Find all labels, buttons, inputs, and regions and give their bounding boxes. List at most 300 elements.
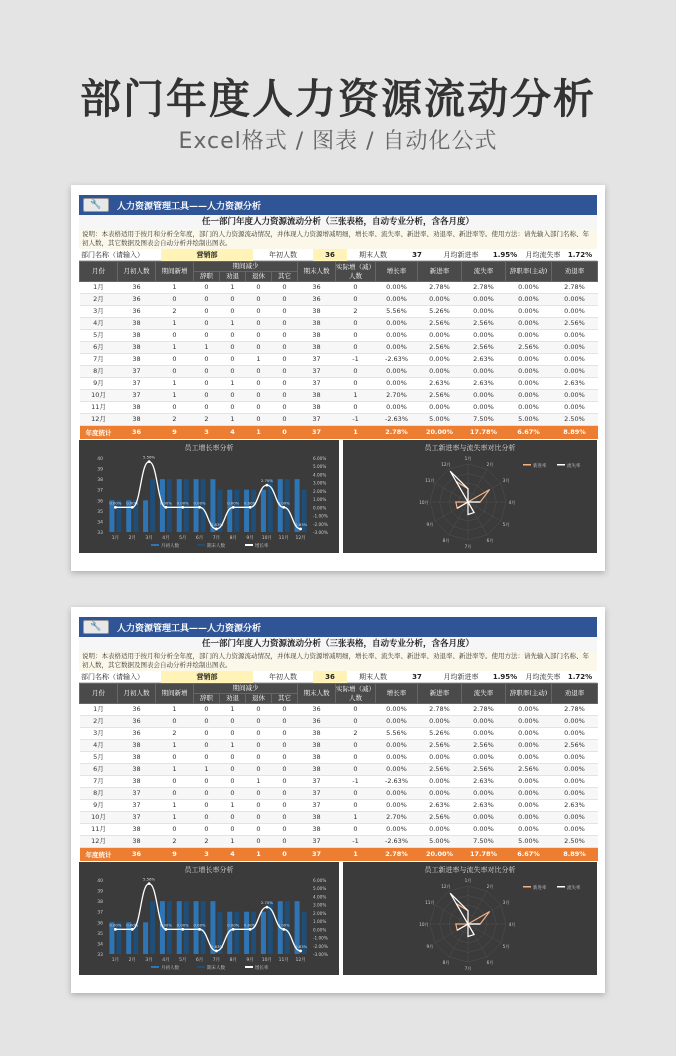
table-cell[interactable]: 0.00% <box>506 366 552 378</box>
table-cell[interactable]: 0 <box>336 318 376 330</box>
table-cell[interactable]: 3月 <box>80 728 118 740</box>
table-cell[interactable]: 2.63% <box>462 354 506 366</box>
table-cell[interactable]: 1 <box>220 378 246 390</box>
table-cell[interactable]: 2.56% <box>462 342 506 354</box>
table-cell[interactable]: 0.00% <box>376 378 418 390</box>
table-cell[interactable]: 1 <box>220 704 246 716</box>
table-cell[interactable]: 0.00% <box>506 704 552 716</box>
table-cell[interactable]: 0.00% <box>462 390 506 402</box>
table-cell[interactable]: 2.70% <box>376 812 418 824</box>
table-cell[interactable]: 38 <box>118 330 156 342</box>
table-cell[interactable]: 0.00% <box>552 716 598 728</box>
table-cell[interactable]: 7.50% <box>462 414 506 426</box>
table-cell[interactable]: 0.00% <box>552 294 598 306</box>
table-cell[interactable]: 2.63% <box>462 800 506 812</box>
table-cell[interactable]: 12月 <box>80 414 118 426</box>
table-cell[interactable]: 0.00% <box>418 824 462 836</box>
table-cell[interactable]: 11月 <box>80 402 118 414</box>
table-cell[interactable]: 0.00% <box>462 716 506 728</box>
table-cell[interactable]: 1 <box>220 740 246 752</box>
table-cell[interactable]: 38 <box>298 752 336 764</box>
table-cell[interactable]: 1 <box>156 378 194 390</box>
table-cell[interactable]: 37 <box>298 414 336 426</box>
table-cell[interactable]: 0 <box>194 740 220 752</box>
table-cell[interactable]: 0 <box>272 390 298 402</box>
table-cell[interactable]: 2.63% <box>462 378 506 390</box>
table-cell[interactable]: 0.00% <box>462 812 506 824</box>
table-cell[interactable]: 0 <box>156 824 194 836</box>
table-cell[interactable]: 0 <box>246 318 272 330</box>
table-cell[interactable]: 0 <box>246 366 272 378</box>
table-cell[interactable]: 36 <box>298 716 336 728</box>
table-cell[interactable]: 2.50% <box>552 836 598 848</box>
table-cell[interactable]: 0.00% <box>376 402 418 414</box>
table-cell[interactable]: -2.63% <box>376 414 418 426</box>
table-cell[interactable]: 0.00% <box>376 282 418 294</box>
table-cell[interactable]: 0.00% <box>552 390 598 402</box>
table-cell[interactable]: 0 <box>272 740 298 752</box>
table-cell[interactable]: 1 <box>336 812 376 824</box>
table-cell[interactable]: 0 <box>336 716 376 728</box>
table-cell[interactable]: 11月 <box>80 824 118 836</box>
table-cell[interactable]: -1 <box>336 836 376 848</box>
table-cell[interactable]: 0 <box>246 402 272 414</box>
table-cell[interactable]: 0 <box>272 306 298 318</box>
table-cell[interactable]: 0 <box>246 800 272 812</box>
table-cell[interactable]: 37 <box>118 390 156 402</box>
table-cell[interactable]: 37 <box>118 366 156 378</box>
table-cell[interactable]: 0 <box>220 764 246 776</box>
table-cell[interactable]: 0 <box>336 282 376 294</box>
table-cell[interactable]: 0.00% <box>418 716 462 728</box>
table-cell[interactable]: 0.00% <box>418 776 462 788</box>
wrench-icon[interactable]: 🔧 <box>83 620 109 634</box>
table-cell[interactable]: 6月 <box>80 342 118 354</box>
table-cell[interactable]: 0.00% <box>506 402 552 414</box>
table-cell[interactable]: 0 <box>194 824 220 836</box>
table-cell[interactable]: 0.00% <box>506 330 552 342</box>
table-cell[interactable]: 0 <box>194 354 220 366</box>
table-cell[interactable]: 0 <box>220 402 246 414</box>
table-cell[interactable]: 0.00% <box>552 342 598 354</box>
table-cell[interactable]: 0 <box>336 366 376 378</box>
table-cell[interactable]: 0 <box>220 716 246 728</box>
table-cell[interactable]: 7月 <box>80 354 118 366</box>
table-cell[interactable]: 0 <box>194 716 220 728</box>
table-cell[interactable]: 0 <box>220 752 246 764</box>
table-cell[interactable]: 5.56% <box>376 306 418 318</box>
table-cell[interactable]: 2.56% <box>506 764 552 776</box>
table-cell[interactable]: 0 <box>156 716 194 728</box>
table-cell[interactable]: 0.00% <box>506 824 552 836</box>
table-cell[interactable]: 0 <box>272 776 298 788</box>
table-cell[interactable]: 37 <box>298 776 336 788</box>
table-cell[interactable]: 36 <box>118 716 156 728</box>
table-cell[interactable]: 0.00% <box>376 740 418 752</box>
table-cell[interactable]: 2.63% <box>462 776 506 788</box>
dept-input[interactable]: 营销部 <box>161 249 253 261</box>
table-cell[interactable]: 5.26% <box>418 728 462 740</box>
table-cell[interactable]: 0 <box>194 728 220 740</box>
table-cell[interactable]: 38 <box>298 824 336 836</box>
table-cell[interactable]: 0 <box>194 402 220 414</box>
table-cell[interactable]: 0.00% <box>462 306 506 318</box>
table-cell[interactable]: 0 <box>246 704 272 716</box>
table-cell[interactable]: 2月 <box>80 294 118 306</box>
table-cell[interactable]: 0 <box>336 378 376 390</box>
table-cell[interactable]: 0 <box>246 824 272 836</box>
table-cell[interactable]: 0.00% <box>506 378 552 390</box>
table-cell[interactable]: 2.78% <box>462 282 506 294</box>
table-cell[interactable]: 38 <box>298 812 336 824</box>
table-cell[interactable]: 0.00% <box>506 354 552 366</box>
table-cell[interactable]: 0 <box>156 788 194 800</box>
table-cell[interactable]: 1月 <box>80 282 118 294</box>
table-cell[interactable]: -1 <box>336 414 376 426</box>
table-cell[interactable]: 0.00% <box>506 716 552 728</box>
table-cell[interactable]: 0 <box>336 704 376 716</box>
table-cell[interactable]: 0 <box>156 354 194 366</box>
table-cell[interactable]: 0.00% <box>506 318 552 330</box>
table-cell[interactable]: 0.00% <box>376 704 418 716</box>
table-cell[interactable]: 0 <box>272 812 298 824</box>
table-cell[interactable]: 2.63% <box>418 378 462 390</box>
table-cell[interactable]: 0.00% <box>418 330 462 342</box>
table-cell[interactable]: 38 <box>118 318 156 330</box>
table-cell[interactable]: 1 <box>156 800 194 812</box>
table-cell[interactable]: 37 <box>298 354 336 366</box>
table-cell[interactable]: 38 <box>298 740 336 752</box>
table-cell[interactable]: 0.00% <box>418 366 462 378</box>
table-cell[interactable]: 0 <box>336 752 376 764</box>
table-cell[interactable]: 1 <box>194 342 220 354</box>
table-cell[interactable]: 2.78% <box>462 704 506 716</box>
table-cell[interactable]: 0 <box>246 788 272 800</box>
table-cell[interactable]: 0 <box>246 282 272 294</box>
table-cell[interactable]: 0 <box>246 294 272 306</box>
table-cell[interactable]: 1 <box>194 764 220 776</box>
table-cell[interactable]: 2 <box>156 728 194 740</box>
start-input[interactable]: 36 <box>313 249 347 261</box>
table-cell[interactable]: 38 <box>118 402 156 414</box>
table-cell[interactable]: 0 <box>336 764 376 776</box>
table-cell[interactable]: 38 <box>298 342 336 354</box>
table-cell[interactable]: 7月 <box>80 776 118 788</box>
table-cell[interactable]: 9月 <box>80 378 118 390</box>
table-cell[interactable]: 0.00% <box>376 752 418 764</box>
table-cell[interactable]: 0 <box>156 294 194 306</box>
table-cell[interactable]: 0.00% <box>552 366 598 378</box>
table-cell[interactable]: 0 <box>156 402 194 414</box>
dept-input[interactable]: 营销部 <box>161 671 253 683</box>
table-cell[interactable]: 0 <box>246 836 272 848</box>
table-cell[interactable]: 0 <box>220 366 246 378</box>
table-cell[interactable]: 0 <box>220 728 246 740</box>
table-cell[interactable]: -2.63% <box>376 354 418 366</box>
table-cell[interactable]: 36 <box>118 306 156 318</box>
table-cell[interactable]: 0 <box>220 354 246 366</box>
table-cell[interactable]: 0 <box>220 812 246 824</box>
table-cell[interactable]: 2月 <box>80 716 118 728</box>
table-cell[interactable]: 2 <box>156 836 194 848</box>
table-cell[interactable]: 2.63% <box>418 800 462 812</box>
table-cell[interactable]: 0 <box>272 354 298 366</box>
table-cell[interactable]: 0 <box>156 776 194 788</box>
table-cell[interactable]: 0.00% <box>376 318 418 330</box>
table-cell[interactable]: 0 <box>220 294 246 306</box>
table-cell[interactable]: 0 <box>246 390 272 402</box>
table-cell[interactable]: 0.00% <box>506 740 552 752</box>
table-cell[interactable]: 0.00% <box>552 764 598 776</box>
table-cell[interactable]: 38 <box>118 776 156 788</box>
table-cell[interactable]: 0.00% <box>376 764 418 776</box>
table-cell[interactable]: 38 <box>298 764 336 776</box>
table-cell[interactable]: 0.00% <box>462 366 506 378</box>
table-cell[interactable]: 0 <box>194 282 220 294</box>
table-cell[interactable]: 1 <box>246 776 272 788</box>
table-cell[interactable]: 0.00% <box>552 812 598 824</box>
table-cell[interactable]: 0.00% <box>506 282 552 294</box>
table-cell[interactable]: 0.00% <box>418 752 462 764</box>
table-cell[interactable]: 1 <box>220 800 246 812</box>
table-cell[interactable]: 0.00% <box>506 294 552 306</box>
table-cell[interactable]: 0 <box>272 378 298 390</box>
table-cell[interactable]: 36 <box>118 704 156 716</box>
table-cell[interactable]: 6月 <box>80 764 118 776</box>
table-cell[interactable]: 2 <box>156 414 194 426</box>
table-cell[interactable]: 2.56% <box>418 390 462 402</box>
table-cell[interactable]: 10月 <box>80 812 118 824</box>
table-cell[interactable]: 5.00% <box>506 836 552 848</box>
table-cell[interactable]: 0 <box>194 306 220 318</box>
table-cell[interactable]: 0.00% <box>506 788 552 800</box>
table-cell[interactable]: 0 <box>156 330 194 342</box>
table-cell[interactable]: 1 <box>156 282 194 294</box>
table-cell[interactable]: 0 <box>194 752 220 764</box>
table-cell[interactable]: 0 <box>336 800 376 812</box>
table-cell[interactable]: 2.56% <box>418 318 462 330</box>
table-cell[interactable]: 0 <box>336 740 376 752</box>
table-cell[interactable]: 2.56% <box>506 342 552 354</box>
table-cell[interactable]: 0 <box>194 800 220 812</box>
table-cell[interactable]: 2 <box>336 306 376 318</box>
table-cell[interactable]: -1 <box>336 354 376 366</box>
table-cell[interactable]: 36 <box>298 282 336 294</box>
table-cell[interactable]: 0 <box>272 764 298 776</box>
table-cell[interactable]: 36 <box>298 294 336 306</box>
table-cell[interactable]: 0.00% <box>376 294 418 306</box>
table-cell[interactable]: 0 <box>272 728 298 740</box>
table-cell[interactable]: 0 <box>336 330 376 342</box>
table-cell[interactable]: 0 <box>336 824 376 836</box>
table-cell[interactable]: 0 <box>220 788 246 800</box>
table-cell[interactable]: 2.63% <box>552 378 598 390</box>
table-cell[interactable]: 8月 <box>80 788 118 800</box>
table-cell[interactable]: 0 <box>220 776 246 788</box>
table-cell[interactable]: 2.56% <box>462 318 506 330</box>
table-cell[interactable]: 38 <box>298 330 336 342</box>
table-cell[interactable]: 37 <box>298 788 336 800</box>
table-cell[interactable]: 0 <box>272 836 298 848</box>
table-cell[interactable]: 36 <box>118 282 156 294</box>
table-cell[interactable]: 2.56% <box>418 740 462 752</box>
table-cell[interactable]: 2.63% <box>552 800 598 812</box>
table-cell[interactable]: 2 <box>156 306 194 318</box>
table-cell[interactable]: 2.56% <box>462 740 506 752</box>
table-cell[interactable]: 0 <box>272 800 298 812</box>
table-cell[interactable]: 0.00% <box>552 776 598 788</box>
table-cell[interactable]: 1 <box>156 740 194 752</box>
table-cell[interactable]: 0 <box>194 318 220 330</box>
table-cell[interactable]: 1 <box>156 390 194 402</box>
table-cell[interactable]: 0.00% <box>376 330 418 342</box>
table-cell[interactable]: 12月 <box>80 836 118 848</box>
table-cell[interactable]: 0 <box>156 366 194 378</box>
table-cell[interactable]: 38 <box>298 728 336 740</box>
table-cell[interactable]: 0 <box>272 294 298 306</box>
table-cell[interactable]: 0.00% <box>506 812 552 824</box>
table-cell[interactable]: -2.63% <box>376 776 418 788</box>
table-cell[interactable]: 2.56% <box>552 318 598 330</box>
table-cell[interactable]: 0.00% <box>418 354 462 366</box>
table-cell[interactable]: 2.78% <box>418 282 462 294</box>
table-cell[interactable]: 0 <box>272 414 298 426</box>
table-cell[interactable]: 0 <box>246 812 272 824</box>
table-cell[interactable]: 0.00% <box>552 752 598 764</box>
table-cell[interactable]: 2.78% <box>552 704 598 716</box>
table-cell[interactable]: 0.00% <box>418 294 462 306</box>
table-cell[interactable]: 0 <box>194 294 220 306</box>
table-cell[interactable]: 0.00% <box>418 402 462 414</box>
table-cell[interactable]: 37 <box>118 800 156 812</box>
table-cell[interactable]: 1月 <box>80 704 118 716</box>
table-cell[interactable]: 10月 <box>80 390 118 402</box>
table-cell[interactable]: 1 <box>336 390 376 402</box>
table-cell[interactable]: 38 <box>118 752 156 764</box>
table-cell[interactable]: 2.70% <box>376 390 418 402</box>
table-cell[interactable]: 0.00% <box>552 330 598 342</box>
table-cell[interactable]: 9月 <box>80 800 118 812</box>
table-cell[interactable]: 38 <box>298 402 336 414</box>
table-cell[interactable]: 1 <box>156 704 194 716</box>
table-cell[interactable]: 37 <box>298 366 336 378</box>
table-cell[interactable]: 0.00% <box>552 728 598 740</box>
table-cell[interactable]: 38 <box>298 390 336 402</box>
table-cell[interactable]: 8月 <box>80 366 118 378</box>
table-cell[interactable]: 7.50% <box>462 836 506 848</box>
table-cell[interactable]: 0 <box>246 752 272 764</box>
table-cell[interactable]: 0.00% <box>506 306 552 318</box>
table-cell[interactable]: 1 <box>220 414 246 426</box>
table-cell[interactable]: 0.00% <box>552 824 598 836</box>
table-cell[interactable]: 2.78% <box>552 282 598 294</box>
table-cell[interactable]: 0.00% <box>506 800 552 812</box>
table-cell[interactable]: 0 <box>272 704 298 716</box>
table-cell[interactable]: 2.56% <box>552 740 598 752</box>
table-cell[interactable]: 0 <box>194 330 220 342</box>
table-cell[interactable]: 2.50% <box>552 414 598 426</box>
table-cell[interactable]: 0 <box>220 342 246 354</box>
table-cell[interactable]: 0 <box>272 282 298 294</box>
table-cell[interactable]: 0.00% <box>462 402 506 414</box>
table-cell[interactable]: 37 <box>118 378 156 390</box>
table-cell[interactable]: 0 <box>272 330 298 342</box>
table-cell[interactable]: 37 <box>118 788 156 800</box>
table-cell[interactable]: 0.00% <box>376 342 418 354</box>
table-cell[interactable]: 38 <box>118 342 156 354</box>
table-cell[interactable]: 0 <box>246 728 272 740</box>
table-cell[interactable]: 0.00% <box>462 824 506 836</box>
table-cell[interactable]: 0.00% <box>552 788 598 800</box>
table-cell[interactable]: 2.56% <box>418 764 462 776</box>
table-cell[interactable]: 0.00% <box>462 728 506 740</box>
table-cell[interactable]: 37 <box>298 378 336 390</box>
table-cell[interactable]: 0 <box>194 366 220 378</box>
table-cell[interactable]: -2.63% <box>376 836 418 848</box>
table-cell[interactable]: 5.00% <box>506 414 552 426</box>
table-cell[interactable]: 0 <box>246 342 272 354</box>
table-cell[interactable]: 0.00% <box>506 390 552 402</box>
wrench-icon[interactable]: 🔧 <box>83 198 109 212</box>
table-cell[interactable]: 36 <box>118 294 156 306</box>
table-cell[interactable]: 0.00% <box>418 788 462 800</box>
table-cell[interactable]: 1 <box>220 318 246 330</box>
table-cell[interactable]: 1 <box>220 282 246 294</box>
table-cell[interactable]: 0 <box>220 390 246 402</box>
table-cell[interactable]: 2 <box>336 728 376 740</box>
table-cell[interactable]: 0 <box>272 752 298 764</box>
table-cell[interactable]: 0 <box>336 294 376 306</box>
table-cell[interactable]: 0.00% <box>462 788 506 800</box>
table-cell[interactable]: 0 <box>194 378 220 390</box>
table-cell[interactable]: 2.56% <box>462 764 506 776</box>
table-cell[interactable]: 2.56% <box>418 812 462 824</box>
table-cell[interactable]: 0 <box>194 788 220 800</box>
table-cell[interactable]: 0.00% <box>506 728 552 740</box>
table-cell[interactable]: 0 <box>336 402 376 414</box>
table-cell[interactable]: 37 <box>298 836 336 848</box>
table-cell[interactable]: 38 <box>118 764 156 776</box>
table-cell[interactable]: 38 <box>118 414 156 426</box>
table-cell[interactable]: 2 <box>194 414 220 426</box>
table-cell[interactable]: 38 <box>298 306 336 318</box>
start-input[interactable]: 36 <box>313 671 347 683</box>
table-cell[interactable]: 0.00% <box>552 354 598 366</box>
table-cell[interactable]: 0 <box>220 330 246 342</box>
table-cell[interactable]: 0 <box>246 740 272 752</box>
table-cell[interactable]: 0 <box>272 824 298 836</box>
table-cell[interactable]: 0 <box>336 788 376 800</box>
table-cell[interactable]: 0 <box>246 716 272 728</box>
table-cell[interactable]: 5月 <box>80 752 118 764</box>
table-cell[interactable]: 0.00% <box>462 330 506 342</box>
table-cell[interactable]: 5.56% <box>376 728 418 740</box>
table-cell[interactable]: 36 <box>298 704 336 716</box>
table-cell[interactable]: 2.56% <box>418 342 462 354</box>
table-cell[interactable]: 0.00% <box>552 306 598 318</box>
table-cell[interactable]: 0.00% <box>506 776 552 788</box>
table-cell[interactable]: 2.78% <box>418 704 462 716</box>
table-cell[interactable]: 0.00% <box>376 800 418 812</box>
table-cell[interactable]: 38 <box>118 836 156 848</box>
table-cell[interactable]: 0 <box>194 390 220 402</box>
table-cell[interactable]: 0 <box>272 788 298 800</box>
table-cell[interactable]: 0.00% <box>462 294 506 306</box>
table-cell[interactable]: 38 <box>118 824 156 836</box>
table-cell[interactable]: 0 <box>246 414 272 426</box>
table-cell[interactable]: 0.00% <box>506 752 552 764</box>
table-cell[interactable]: 1 <box>246 354 272 366</box>
